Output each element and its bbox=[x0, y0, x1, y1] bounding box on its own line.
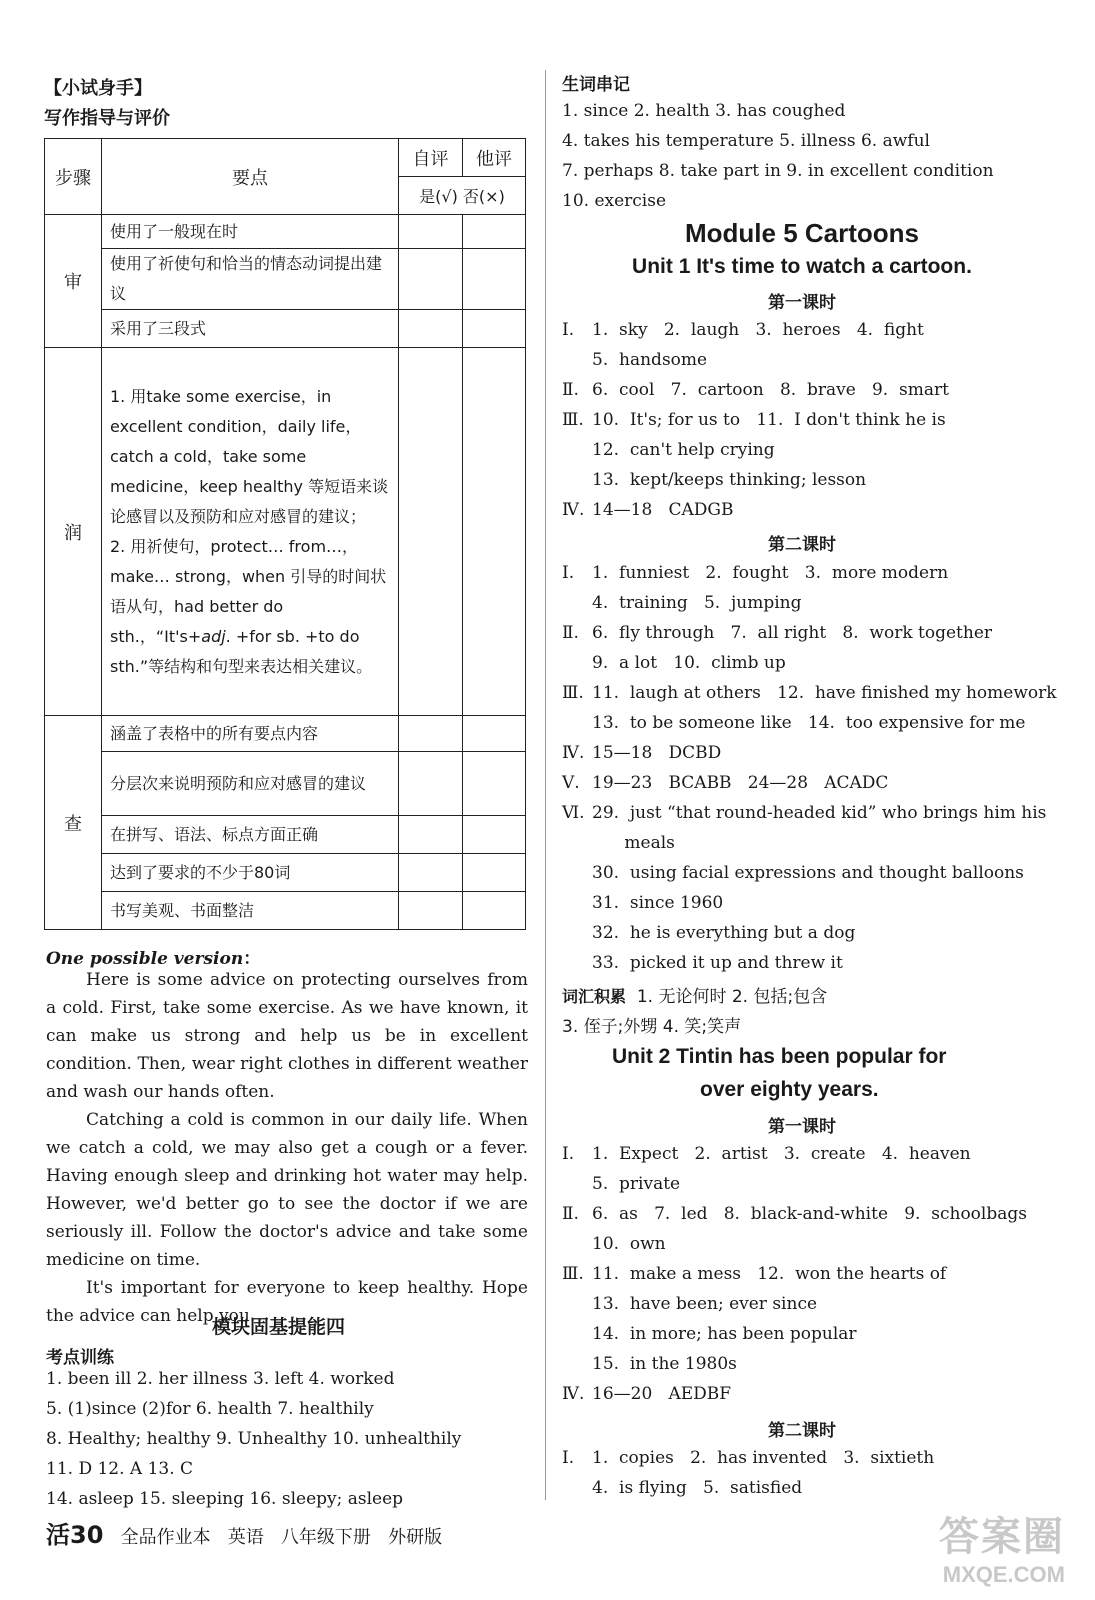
peer-cell bbox=[463, 249, 526, 310]
answer-text: 32. he is everything but a dog bbox=[592, 923, 856, 943]
unit2-title-line2: over eighty years. bbox=[700, 1078, 879, 1101]
point-text: 在拼写、语法、标点方面正确 bbox=[102, 816, 399, 854]
answer-text: 6. fly through 7. all right 8. work together bbox=[592, 623, 993, 643]
unit2-title-line1: Unit 2 Tintin has been popular for bbox=[612, 1045, 947, 1068]
lesson-heading: 第二课时 bbox=[768, 535, 836, 555]
answer-text: 10. It's; for us to 11. I don't think he is bbox=[592, 410, 946, 430]
unit2-lesson1-answers bbox=[562, 1139, 1027, 1409]
step-shen: 审 bbox=[45, 215, 102, 348]
answer-line bbox=[562, 495, 949, 525]
polish-point-2 bbox=[110, 532, 390, 682]
kaodian-heading: 考点训练 bbox=[46, 1348, 114, 1368]
answer-line bbox=[562, 982, 827, 1012]
answer-text: 14. in more; has been popular bbox=[592, 1324, 857, 1344]
answer-text: 19—23 BCABB 24—28 ACADC bbox=[592, 773, 889, 793]
answer-line bbox=[562, 1319, 1027, 1349]
roman-numeral: Ⅲ. bbox=[562, 1264, 584, 1284]
answer-text: 1. Expect 2. artist 3. create 4. heaven bbox=[592, 1144, 971, 1164]
answer-text: 4. training 5. jumping bbox=[592, 593, 802, 613]
polish-point-2a: 2. 用祈使句，protect… from…，make… strong，when 引导的时间状语从句，had better do sth.，“It's+ bbox=[110, 536, 387, 646]
answer-text: 4. is flying 5. satisfied bbox=[592, 1478, 803, 1498]
point-text bbox=[102, 348, 399, 716]
answer-line: 11. D 12. A 13. C bbox=[46, 1459, 194, 1479]
answer-line bbox=[562, 1379, 1027, 1409]
roman-numeral: Ⅵ. bbox=[562, 803, 585, 823]
writing-heading: 写作指导与评价 bbox=[44, 108, 170, 129]
self-cell bbox=[399, 249, 463, 310]
peer-cell bbox=[463, 816, 526, 854]
roman-numeral: Ⅲ. bbox=[562, 683, 584, 703]
roman-numeral: Ⅰ. bbox=[562, 1448, 575, 1468]
polish-point-1: 1. 用take some exercise，in excellent condition，daily life，catch a cold，take some medicine，keep healthy 等短语来谈论感冒以及预防和应对感冒的建议； bbox=[110, 386, 389, 526]
answer-line bbox=[562, 345, 949, 375]
module-review-title: 模块固基提能四 bbox=[212, 1316, 346, 1338]
answer-line: 14. asleep 15. sleeping 16. sleepy; asleep bbox=[46, 1489, 404, 1509]
unit1-lesson2-answers bbox=[562, 558, 1057, 978]
answer-text: 30. using facial expressions and thought balloons bbox=[592, 863, 1024, 883]
answer-line bbox=[562, 768, 1057, 798]
kaodian-answers bbox=[46, 1364, 461, 1514]
answer-text: 1. sky 2. laugh 3. heroes 4. fight bbox=[592, 320, 924, 340]
answer-text: 15—18 DCBD bbox=[592, 743, 722, 763]
self-cell bbox=[399, 348, 463, 716]
cihui-line-2: 3. 侄子;外甥 4. 笑;笑声 bbox=[562, 1017, 742, 1037]
polish-point-2b: . +for sb. +to do sth.”等结构和句型来表达相关建议。 bbox=[110, 626, 373, 676]
peer-cell bbox=[463, 215, 526, 249]
point-text: 分层次来说明预防和应对感冒的建议 bbox=[102, 752, 399, 816]
answer-line bbox=[562, 618, 1057, 648]
watermark-top: 答案圈 bbox=[939, 1515, 1065, 1559]
answer-line: 8. Healthy; healthy 9. Unhealthy 10. unhealthily bbox=[46, 1429, 462, 1449]
roman-numeral: Ⅱ. bbox=[562, 623, 579, 643]
peer-cell bbox=[463, 892, 526, 930]
self-cell bbox=[399, 816, 463, 854]
peer-cell bbox=[463, 854, 526, 892]
roman-numeral: Ⅲ. bbox=[562, 410, 584, 430]
answer-line bbox=[562, 465, 949, 495]
answer-line bbox=[562, 798, 1057, 828]
roman-numeral: Ⅰ. bbox=[562, 320, 575, 340]
header-self: 自评 bbox=[399, 139, 463, 177]
answer-line bbox=[562, 1289, 1027, 1319]
header-peer: 他评 bbox=[463, 139, 526, 177]
answer-line: 7. perhaps 8. take part in 9. in excellent condition bbox=[562, 161, 994, 181]
answer-text: 13. to be someone like 14. too expensive for me bbox=[592, 713, 1026, 733]
answer-line: 1. since 2. health 3. has coughed bbox=[562, 101, 846, 121]
answer-text: 1. funniest 2. fought 3. more modern bbox=[592, 563, 949, 583]
self-cell bbox=[399, 752, 463, 816]
answer-line bbox=[562, 1229, 1027, 1259]
point-text: 达到了要求的不少于80词 bbox=[102, 854, 399, 892]
answer-text: 5. private bbox=[592, 1174, 681, 1194]
self-cell bbox=[399, 854, 463, 892]
answer-line bbox=[562, 1443, 934, 1473]
answer-line bbox=[562, 405, 949, 435]
answer-text: 11. laugh at others 12. have finished my homework bbox=[592, 683, 1057, 703]
roman-numeral: Ⅳ. bbox=[562, 500, 585, 520]
answer-line bbox=[562, 648, 1057, 678]
watermark bbox=[939, 1505, 1065, 1588]
answer-text: 13. kept/keeps thinking; lesson bbox=[592, 470, 867, 490]
book-name: 全品作业本 bbox=[120, 1527, 211, 1548]
answer-text: 33. picked it up and threw it bbox=[592, 953, 843, 973]
answer-text: 13. have been; ever since bbox=[592, 1294, 818, 1314]
answer-line bbox=[562, 1473, 934, 1503]
point-text: 书写美观、书面整洁 bbox=[102, 892, 399, 930]
roman-numeral: Ⅳ. bbox=[562, 743, 585, 763]
self-cell bbox=[399, 892, 463, 930]
column-divider bbox=[545, 70, 546, 1500]
peer-cell bbox=[463, 716, 526, 752]
self-cell bbox=[399, 716, 463, 752]
cihui-label: 词汇积累 bbox=[562, 987, 627, 1006]
answer-text: 29. just “that round-headed kid” who brings him his bbox=[592, 803, 1047, 823]
answer-line bbox=[562, 858, 1057, 888]
answer-text: 16—20 AEDBF bbox=[592, 1384, 732, 1404]
answer-line bbox=[562, 558, 1057, 588]
answer-text: 5. handsome bbox=[592, 350, 708, 370]
peer-cell bbox=[463, 752, 526, 816]
vocab-heading: 生词串记 bbox=[562, 75, 630, 95]
watermark-bottom: MXQE.COM bbox=[942, 1562, 1065, 1587]
peer-cell bbox=[463, 348, 526, 716]
answer-text: 15. in the 1980s bbox=[592, 1354, 737, 1374]
answer-text: 6. as 7. led 8. black-and-white 9. schoolbags bbox=[592, 1204, 1027, 1224]
answer-line: 5. (1)since (2)for 6. health 7. healthily bbox=[46, 1399, 374, 1419]
answer-line bbox=[562, 948, 1057, 978]
peer-cell bbox=[463, 310, 526, 348]
answer-line bbox=[562, 918, 1057, 948]
unit2-lesson2-answers bbox=[562, 1443, 934, 1503]
answer-line bbox=[562, 888, 1057, 918]
answer-line: 10. exercise bbox=[562, 191, 667, 211]
answer-text: 14—18 CADGB bbox=[592, 500, 734, 520]
answer-line bbox=[562, 375, 949, 405]
grade: 八年级下册 bbox=[280, 1527, 371, 1548]
polish-adj: adj bbox=[201, 626, 226, 646]
step-run: 润 bbox=[45, 348, 102, 716]
header-step: 步骤 bbox=[45, 139, 102, 215]
vocab-answers bbox=[562, 96, 994, 216]
essay-paragraph: Catching a cold is common in our daily life. When we catch a cold, we may also get a cough or a fever. Having enough sleep and drinking hot water may help. However, we'd better go to see the doctor if we are seriously ill. Follow the doctor's advice and take some medicine on time. bbox=[46, 1110, 528, 1270]
self-cell bbox=[399, 310, 463, 348]
answer-line bbox=[562, 1349, 1027, 1379]
answer-line bbox=[562, 828, 1057, 858]
answer-text: 11. make a mess 12. won the hearts of bbox=[592, 1264, 947, 1284]
point-text: 使用了祈使句和恰当的情态动词提出建议 bbox=[102, 249, 399, 310]
subject: 英语 bbox=[227, 1527, 264, 1548]
self-cell bbox=[399, 215, 463, 249]
essay-paragraph: It's important for everyone to keep healthy. Hope the advice can help you. bbox=[46, 1278, 528, 1326]
version-label: One possible version： bbox=[46, 949, 261, 969]
point-text: 使用了一般现在时 bbox=[102, 215, 399, 249]
lesson-heading: 第二课时 bbox=[768, 1421, 836, 1441]
header-points: 要点 bbox=[102, 139, 399, 215]
answer-text: 10. own bbox=[592, 1234, 666, 1254]
answer-line bbox=[562, 435, 949, 465]
page-footer bbox=[46, 1515, 442, 1550]
roman-numeral: Ⅳ. bbox=[562, 1384, 585, 1404]
answer-line bbox=[562, 315, 949, 345]
answer-line bbox=[562, 1199, 1027, 1229]
evaluation-table bbox=[44, 138, 526, 930]
answer-line: 4. takes his temperature 5. illness 6. awful bbox=[562, 131, 930, 151]
step-cha: 查 bbox=[45, 716, 102, 930]
roman-numeral: Ⅰ. bbox=[562, 1144, 575, 1164]
answer-line: 1. been ill 2. her illness 3. left 4. worked bbox=[46, 1369, 395, 1389]
page-number: 活30 bbox=[46, 1521, 104, 1549]
unit1-lesson1-answers bbox=[562, 315, 949, 525]
roman-numeral: Ⅱ. bbox=[562, 1204, 579, 1224]
point-text: 涵盖了表格中的所有要点内容 bbox=[102, 716, 399, 752]
answer-text: 6. cool 7. cartoon 8. brave 9. smart bbox=[592, 380, 949, 400]
answer-line bbox=[562, 1139, 1027, 1169]
tryit-heading: 【小试身手】 bbox=[44, 78, 152, 99]
header-yes-no: 是(√) 否(×) bbox=[399, 177, 526, 215]
roman-numeral: Ⅴ. bbox=[562, 773, 580, 793]
answer-line bbox=[562, 588, 1057, 618]
answer-line bbox=[562, 1259, 1027, 1289]
roman-numeral: Ⅰ. bbox=[562, 563, 575, 583]
cihui-block bbox=[562, 982, 827, 1042]
point-text: 采用了三段式 bbox=[102, 310, 399, 348]
model-essay bbox=[46, 966, 528, 1330]
essay-paragraph: Here is some advice on protecting ourselves from a cold. First, take some exercise. As we have known, it can make us strong and help us be in excellent condition. Then, wear right clothes in different weather and wash our hands often. bbox=[46, 970, 528, 1102]
answer-line bbox=[562, 738, 1057, 768]
unit1-title: Unit 1 It's time to watch a cartoon. bbox=[632, 255, 972, 278]
answer-line bbox=[562, 1169, 1027, 1199]
cihui-line-1: 1. 无论何时 2. 包括;包含 bbox=[636, 987, 828, 1007]
answer-text: 9. a lot 10. climb up bbox=[592, 653, 786, 673]
answer-text: 12. can't help crying bbox=[592, 440, 775, 460]
lesson-heading: 第一课时 bbox=[768, 1117, 836, 1137]
module-title: Module 5 Cartoons bbox=[684, 218, 919, 248]
answer-text: 1. copies 2. has invented 3. sixtieth bbox=[592, 1448, 935, 1468]
lesson-heading: 第一课时 bbox=[768, 293, 836, 313]
edition: 外研版 bbox=[388, 1527, 443, 1548]
answer-line bbox=[562, 708, 1057, 738]
answer-line bbox=[562, 678, 1057, 708]
roman-numeral: Ⅱ. bbox=[562, 380, 579, 400]
answer-text: meals bbox=[592, 833, 675, 853]
answer-text: 31. since 1960 bbox=[592, 893, 724, 913]
